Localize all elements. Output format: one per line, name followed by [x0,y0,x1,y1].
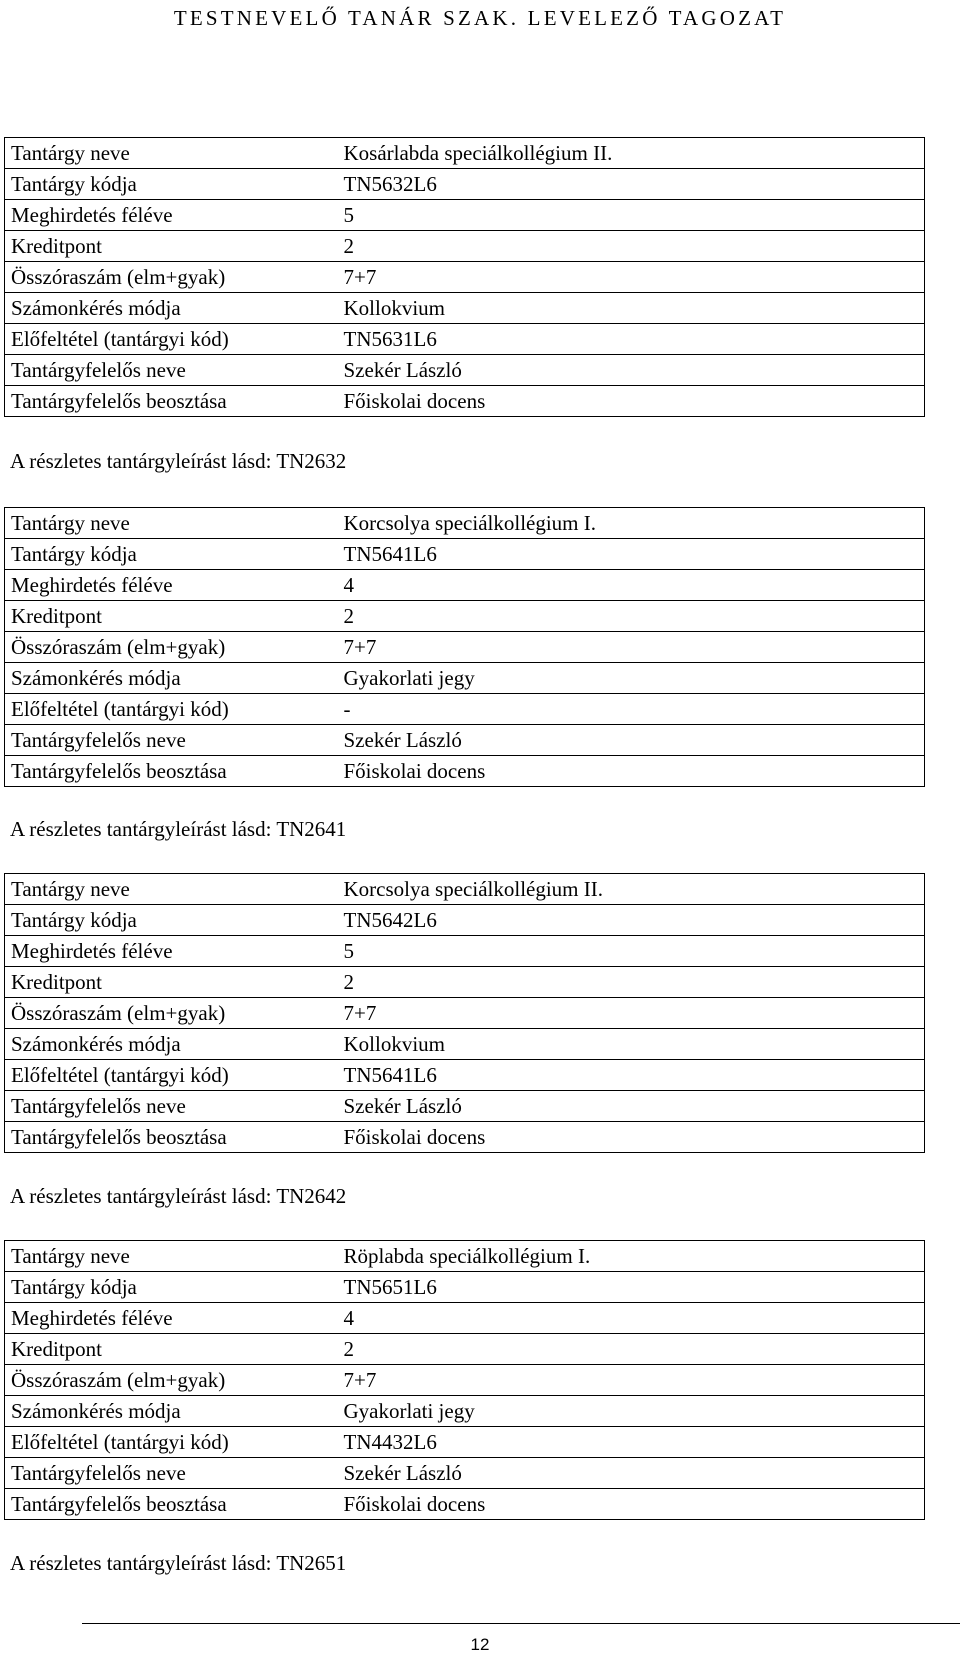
row-label: Tantárgyfelelős neve [5,725,338,756]
table-row [5,632,925,663]
row-label: Tantárgyfelelős neve [5,1458,338,1489]
course-table [4,507,925,787]
course-table-body [5,138,925,417]
table-row [5,324,925,355]
table-row [5,1365,925,1396]
course-table [4,1240,925,1520]
row-value: TN5651L6 [338,1272,925,1303]
row-label: Kreditpont [5,967,338,998]
row-label: Meghirdetés féléve [5,936,338,967]
course-reference: A részletes tantárgyleírást lásd: TN2651 [10,1551,347,1575]
row-value: TN5631L6 [338,324,925,355]
row-value: 2 [338,967,925,998]
row-value: Kosárlabda speciálkollégium II. [338,138,925,169]
row-value: Szekér László [338,725,925,756]
row-value: Korcsolya speciálkollégium II. [338,874,925,905]
course-table-body [5,508,925,787]
table-row [5,1303,925,1334]
table-row [5,1489,925,1520]
table-row [5,694,925,725]
row-label: Tantárgyfelelős beosztása [5,756,338,787]
course-table [4,137,925,417]
table-row [5,169,925,200]
table-row [5,1427,925,1458]
table-row [5,262,925,293]
row-value: Gyakorlati jegy [338,1396,925,1427]
row-value: TN5641L6 [338,1060,925,1091]
table-row [5,967,925,998]
table-row [5,231,925,262]
row-value: TN4432L6 [338,1427,925,1458]
table-row [5,1458,925,1489]
course-table-body [5,1241,925,1520]
row-label: Számonkérés módja [5,663,338,694]
row-value: 2 [338,1334,925,1365]
row-label: Tantárgyfelelős beosztása [5,1489,338,1520]
footer-rule [82,1623,960,1624]
row-value: - [338,694,925,725]
table-row [5,1272,925,1303]
course-table-body [5,874,925,1153]
row-label: Számonkérés módja [5,1029,338,1060]
row-value: 4 [338,1303,925,1334]
row-label: Tantárgyfelelős beosztása [5,386,338,417]
row-label: Meghirdetés féléve [5,570,338,601]
table-row [5,1241,925,1272]
table-row [5,570,925,601]
row-value: 7+7 [338,632,925,663]
table-row [5,874,925,905]
row-value: Röplabda speciálkollégium I. [338,1241,925,1272]
row-value: Szekér László [338,1091,925,1122]
row-value: TN5641L6 [338,539,925,570]
row-label: Tantárgy kódja [5,905,338,936]
row-label: Számonkérés módja [5,293,338,324]
row-label: Összóraszám (elm+gyak) [5,262,338,293]
row-label: Kreditpont [5,1334,338,1365]
row-label: Előfeltétel (tantárgyi kód) [5,324,338,355]
row-label: Összóraszám (elm+gyak) [5,998,338,1029]
row-value: 7+7 [338,262,925,293]
row-label: Számonkérés módja [5,1396,338,1427]
row-value: 7+7 [338,998,925,1029]
course-reference: A részletes tantárgyleírást lásd: TN2642 [10,1184,347,1208]
table-row [5,601,925,632]
course-table [4,873,925,1153]
row-value: Szekér László [338,355,925,386]
course-reference: A részletes tantárgyleírást lásd: TN2632 [10,449,347,473]
row-label: Tantárgy neve [5,1241,338,1272]
row-value: TN5642L6 [338,905,925,936]
table-row [5,1334,925,1365]
row-label: Tantárgy kódja [5,169,338,200]
table-row [5,1060,925,1091]
row-value: Főiskolai docens [338,1122,925,1153]
course-reference: A részletes tantárgyleírást lásd: TN2641 [10,817,347,841]
row-label: Meghirdetés féléve [5,200,338,231]
row-label: Tantárgy kódja [5,1272,338,1303]
row-value: Korcsolya speciálkollégium I. [338,508,925,539]
row-value: Főiskolai docens [338,756,925,787]
row-value: Főiskolai docens [338,1489,925,1520]
table-row [5,539,925,570]
table-row [5,386,925,417]
row-value: 5 [338,200,925,231]
row-value: 4 [338,570,925,601]
row-label: Előfeltétel (tantárgyi kód) [5,1427,338,1458]
row-label: Tantárgy kódja [5,539,338,570]
row-label: Tantárgyfelelős neve [5,1091,338,1122]
table-row [5,1029,925,1060]
row-label: Kreditpont [5,231,338,262]
row-label: Összóraszám (elm+gyak) [5,1365,338,1396]
row-label: Tantárgyfelelős beosztása [5,1122,338,1153]
row-label: Tantárgyfelelős neve [5,355,338,386]
page-header: TESTNEVELŐ TANÁR SZAK. LEVELEZŐ TAGOZAT [173,6,787,30]
row-label: Előfeltétel (tantárgyi kód) [5,1060,338,1091]
row-label: Tantárgy neve [5,138,338,169]
row-label: Tantárgy neve [5,508,338,539]
table-row [5,138,925,169]
row-value: 2 [338,231,925,262]
page-number: 12 [470,1635,490,1654]
table-row [5,1396,925,1427]
row-value: Gyakorlati jegy [338,663,925,694]
row-label: Kreditpont [5,601,338,632]
row-label: Összóraszám (elm+gyak) [5,632,338,663]
table-row [5,1091,925,1122]
table-row [5,756,925,787]
table-row [5,355,925,386]
table-row [5,508,925,539]
row-label: Meghirdetés féléve [5,1303,338,1334]
row-value: 5 [338,936,925,967]
row-value: Szekér László [338,1458,925,1489]
table-row [5,998,925,1029]
table-row [5,936,925,967]
table-row [5,293,925,324]
table-row [5,663,925,694]
row-value: Főiskolai docens [338,386,925,417]
row-value: TN5632L6 [338,169,925,200]
row-label: Előfeltétel (tantárgyi kód) [5,694,338,725]
table-row [5,905,925,936]
row-value: 2 [338,601,925,632]
row-value: 7+7 [338,1365,925,1396]
table-row [5,725,925,756]
table-row [5,200,925,231]
row-value: Kollokvium [338,1029,925,1060]
table-row [5,1122,925,1153]
row-label: Tantárgy neve [5,874,338,905]
row-value: Kollokvium [338,293,925,324]
